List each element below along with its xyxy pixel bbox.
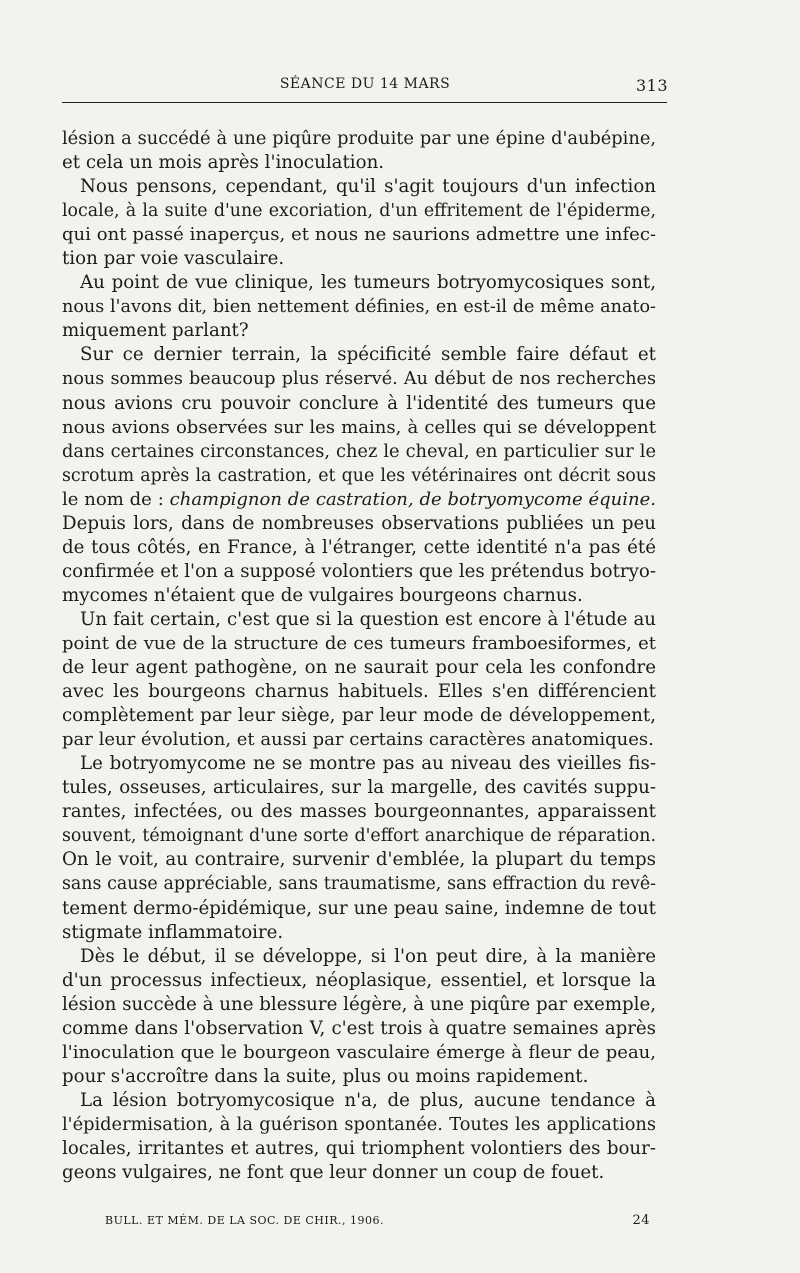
text-line: tion par voie vasculaire. — [62, 248, 285, 270]
text-line: de leur agent pathogène, on ne saurait pour cela les confondre — [62, 657, 656, 679]
text-line: le nom de : champignon de castration, de botryomycome équine. — [62, 488, 656, 510]
text-line: lésion a succédé à une piqûre produite par une épine d'aubépine, — [62, 128, 656, 149]
text-line: et cela un mois après l'inoculation. — [62, 152, 385, 174]
text-line: l'inoculation que le bourgeon vasculaire émerge à fleur de peau, — [62, 1041, 656, 1063]
text-line: On le voit, au contraire, survenir d'emblée, la plupart du temps — [62, 849, 656, 871]
text-line: locales, irritantes et autres, qui triomphent volontiers des bour- — [62, 1137, 656, 1159]
signature-mark: 24 — [632, 1213, 650, 1228]
text-line: avec les bourgeons charnus habituels. Elles s'en différencient — [62, 681, 656, 703]
text-line: geons vulgaires, ne font que leur donner un coup de fouet. — [62, 1162, 605, 1184]
text-line: Au point de vue clinique, les tumeurs botryomycosiques sont, — [80, 272, 656, 294]
text-line: Le botryomycome ne se montre pas au niveau des vieilles fis- — [80, 753, 656, 775]
text-line: Un fait certain, c'est que si la question est encore à l'étude au — [80, 608, 656, 630]
text-line: par leur évolution, et aussi par certains caractères anatomiques. — [62, 729, 654, 751]
text-line: l'épidermisation, à la guérison spontanée. Toutes les applications — [62, 1113, 656, 1135]
text-line: dans certaines circonstances, chez le cheval, en particulier sur le — [62, 440, 656, 462]
text-line: d'un processus infectieux, néoplasique, essentiel, et lorsque la — [62, 969, 656, 991]
text-line: locale, à la suite d'une excoriation, d'un effritement de l'épiderme, — [62, 201, 656, 222]
text-line: Sur ce dernier terrain, la spécificité semble faire défaut et — [80, 344, 656, 366]
text-line: miquement parlant? — [62, 320, 249, 342]
text-line: tules, osseuses, articulaires, sur la margelle, des cavités suppu- — [62, 777, 656, 799]
page-number: 313 — [635, 76, 668, 95]
text-line: tement dermo-épidémique, sur une peau saine, indemne de tout — [62, 897, 656, 919]
text-line: Nous pensons, cependant, qu'il s'agit toujours d'un infection — [80, 176, 656, 198]
text-line: La lésion botryomycosique n'a, de plus, aucune tendance à — [80, 1089, 656, 1111]
text-line: nous avions cru pouvoir conclure à l'identité des tumeurs que — [62, 392, 656, 414]
text-line: stigmate inflammatoire. — [62, 921, 284, 943]
text-line: pour s'accroître dans la suite, plus ou moins rapidement. — [62, 1065, 589, 1087]
text-line: nous l'avons dit, bien nettement définies, en est-il de même anato- — [62, 297, 656, 318]
header-rule — [62, 102, 667, 103]
text-line: mycomes n'étaient que de vulgaires bourgeons charnus. — [62, 584, 583, 606]
text-line: nous avions observées sur les mains, à celles qui se développent — [62, 416, 656, 438]
header-title: SÉANCE DU 14 MARS — [279, 76, 451, 92]
text-line: qui ont passé inaperçus, et nous ne saurions admettre une infec- — [62, 224, 656, 246]
text-line: nous sommes beaucoup plus réservé. Au début de nos recherches — [62, 369, 656, 390]
text-line: rantes, infectées, ou des masses bourgeonnantes, apparaissent — [62, 801, 656, 823]
text-line: sans cause appréciable, sans traumatisme, sans effraction du revê- — [62, 874, 656, 895]
footer — [105, 1214, 650, 1227]
running-header — [62, 76, 668, 100]
text-line: confirmée et l'on a supposé volontiers que les prétendus botryo- — [62, 560, 656, 582]
footer-imprint: BULL. ET MÉM. DE LA SOC. DE CHIR., 1906. — [105, 1214, 384, 1227]
text-line: souvent, témoignant d'une sorte d'effort anarchique de réparation. — [62, 826, 656, 847]
text-line: lésion succède à une blessure légère, à une piqûre par exemple, — [62, 993, 656, 1015]
text-line: scrotum après la castration, et que les vétérinaires ont décrit sous — [62, 465, 656, 486]
text-line: point de vue de la structure de ces tumeurs framboesiformes, et — [62, 632, 656, 654]
text-line: Depuis lors, dans de nombreuses observations publiées un peu — [62, 512, 656, 534]
text-line: Dès le début, il se développe, si l'on peut dire, à la manière — [80, 945, 656, 967]
text-line: comme dans l'observation V, c'est trois à quatre semaines après — [62, 1017, 656, 1039]
text-line: de tous côtés, en France, à l'étranger, cette identité n'a pas été — [62, 536, 656, 558]
body-text — [62, 127, 656, 1185]
text-line: complètement par leur siège, par leur mode de développement, — [62, 705, 656, 727]
